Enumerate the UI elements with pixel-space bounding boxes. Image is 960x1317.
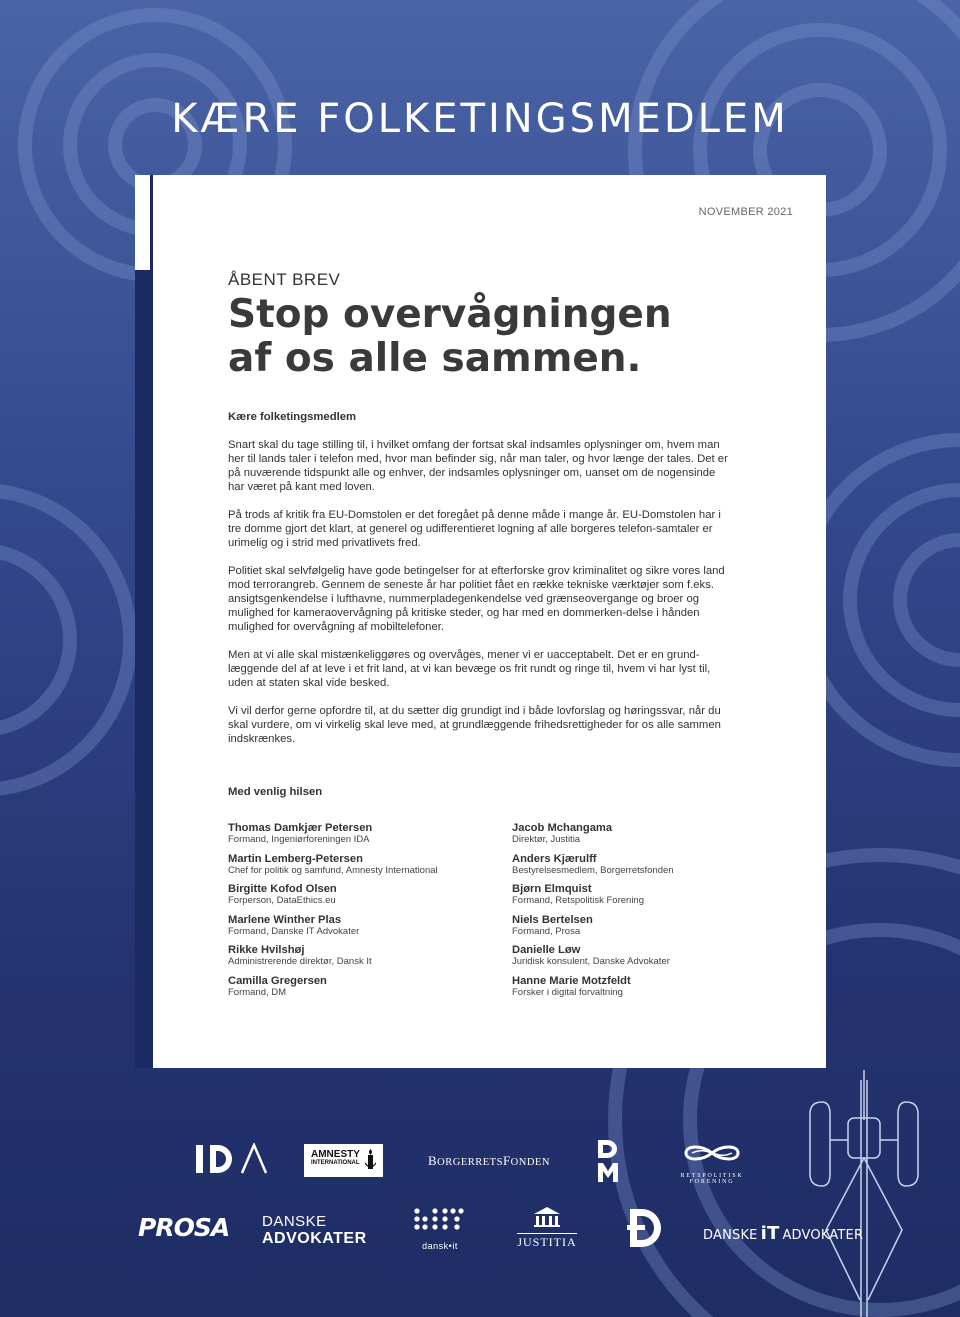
- letter-paragraph: På trods af kritik fra EU-Domstolen er det foregået på denne måde i mange år. EU-Domstolen har i tre domme gjort det klart, at generel og udifferentieret logning af alle borgeres telefon-samtaler er urimelig og i strid med privatlivets fred.: [228, 509, 721, 549]
- signatory-role: Bestyrelsesmedlem, Borgerretsfonden: [512, 864, 674, 876]
- page-headline: KÆRE FOLKETINGSMEDLEM: [171, 96, 789, 142]
- letter-title-line1: Stop overvågningen: [228, 292, 672, 337]
- signatory-role: Chef for politik og samfund, Amnesty International: [228, 864, 438, 876]
- signatory-role: Direktør, Justitia: [512, 834, 581, 845]
- signatory: [228, 853, 488, 884]
- prosa-logo: PROSA: [138, 1213, 230, 1242]
- candle-icon: [365, 1149, 376, 1173]
- justitia-logo: [514, 1206, 580, 1251]
- justitia-text: JUSTITIA: [517, 1235, 577, 1249]
- signatory-name: Marlene Winther Plas: [228, 913, 342, 926]
- letter-paragraph: Snart skal du tage stilling til, i hvilket omfang der fortsat skal indsamles oplysninger om, hvem man her til lands taler i telefon med, hvor man befinder sig, når man taler, og hvor længe der tales. Det er på nuværende tidspunkt alle og enhver, der indsamles oplysninger om, uanset om de nogensinde har været på kant med loven.: [228, 439, 728, 493]
- signatory: [228, 914, 488, 945]
- infinity-icon: [682, 1142, 742, 1164]
- signatory-name: Camilla Gregersen: [228, 974, 327, 987]
- dm-logo: [596, 1139, 620, 1188]
- amnesty-logo-line2: INTERNATIONAL: [311, 1160, 360, 1166]
- letter-paragraph: Men at vi alle skal mistænkeliggøres og overvåges, mener vi er uacceptabelt. Det er en grund-læggende del af at leve i et frit land, at vi kan bevæge os frit rundt og ringe til, hvem vi har lyst til, uden at staten skal vide besked.: [228, 649, 711, 689]
- letter-salutation: Kære folketingsmedlem: [228, 411, 357, 423]
- signatory-role: Juridisk konsulent, Danske Advokater: [512, 956, 670, 968]
- dataethics-logo-mark: [627, 1208, 661, 1248]
- signatory: [512, 914, 772, 945]
- signatory-name: Danielle Løw: [512, 944, 581, 957]
- signatory-name: Anders Kjærulff: [512, 852, 597, 865]
- signatory: [228, 975, 488, 1006]
- retspolitisk-text: RETSPOLITISK FORENING: [680, 1173, 744, 1185]
- open-letter: [153, 175, 826, 1068]
- danske-advokater-logo: [262, 1213, 367, 1247]
- signatory-role: Formand, Retspolitisk Forening: [512, 895, 644, 907]
- signatory: [512, 883, 772, 914]
- letter-title-line2: af os alle sammen.: [228, 336, 642, 381]
- ida-logo-mark: [196, 1143, 268, 1175]
- signatory-role: Forsker i digital forvaltning: [512, 986, 623, 998]
- signatory: [228, 883, 488, 914]
- dansk-it-logo-mark: [411, 1205, 469, 1235]
- signatory: [512, 853, 772, 884]
- signatory-role: Formand, Prosa: [512, 925, 581, 937]
- signatory-role: Formand, Ingeniørforeningen IDA: [228, 834, 370, 845]
- letter-paragraph: Vi vil derfor gerne opfordre til, at du sætter dig grundigt ind i både lovforslag og høringssvar, når du skal vurdere, om vi virkelig skal leve med, at grundlæggende frihedsrettigheder for os alle sammen indskrænkes.: [228, 705, 721, 745]
- letter-overline: ÅBENT BREV: [228, 270, 341, 289]
- letter-body: [228, 410, 728, 760]
- signatory-name: Niels Bertelsen: [512, 913, 593, 926]
- signatory: [228, 944, 488, 975]
- dm-logo-mark: [596, 1139, 620, 1183]
- ida-logo: [196, 1143, 268, 1180]
- letter-shadow: [135, 175, 155, 1068]
- amnesty-logo: [304, 1144, 383, 1177]
- danske-advokater-line1: DANSKE: [262, 1213, 327, 1230]
- signatories-right-column: [512, 822, 772, 1006]
- borgerretsfonden-logo: BORGERRETSFONDEN: [428, 1153, 550, 1168]
- signatory-name: Rikke Hvilshøj: [228, 944, 305, 957]
- signatory-role: Forperson, DataEthics.eu: [228, 895, 336, 907]
- letter-corner: [135, 175, 150, 270]
- signatory-name: Martin Lemberg-Petersen: [228, 852, 363, 865]
- amnesty-logo-line1: AMNESTY: [311, 1149, 360, 1160]
- signatory-name: Hanne Marie Motzfeldt: [512, 974, 631, 987]
- signatory-name: Birgitte Kofod Olsen: [228, 883, 337, 896]
- signatory-role: Formand, DM: [228, 986, 287, 998]
- signatory-role: Formand, Danske IT Advokater: [228, 925, 360, 937]
- signatory-name: Jacob Mchangama: [512, 822, 613, 834]
- danske-advokater-line2: ADVOKATER: [262, 1230, 367, 1247]
- antenna-icon: [810, 1070, 918, 1317]
- letter-closing: Med venlig hilsen: [228, 786, 323, 798]
- signatory: [228, 822, 488, 853]
- signatory-name: Bjørn Elmquist: [512, 883, 592, 896]
- letter-date: NOVEMBER 2021: [698, 206, 793, 218]
- signatories-left-column: [228, 822, 488, 1006]
- retspolitisk-forening-logo: [662, 1142, 762, 1185]
- danske-it-advokater-logo: DANSKE iT ADVOKATER: [703, 1223, 864, 1244]
- signatory: [512, 975, 772, 1006]
- signatory-name: Thomas Damkjær Petersen: [228, 822, 373, 834]
- dataethics-logo: [627, 1208, 661, 1253]
- dansk-it-text: dansk•it: [422, 1241, 458, 1251]
- signatory-role: Administrerende direktør, Dansk It: [228, 956, 372, 968]
- letter-title: [228, 293, 748, 381]
- temple-icon: [532, 1206, 562, 1228]
- dansk-it-logo: [410, 1205, 470, 1251]
- signatory: [512, 822, 772, 853]
- it-mark: iT: [760, 1223, 780, 1244]
- signatory: [512, 944, 772, 975]
- letter-paragraph: Politiet skal selvfølgelig have gode betingelser for at efterforske grov kriminalitet og sikre vores land mod terrorangreb. Gennem de seneste år har politiet fået en række tekniske værktøjer som f.eks. ansigtsgenkendelse i lufthavne, nummerpladegenkendelse ved grænseovergange og broer og mulighed for kameraovervågning på kritiske steder, og har med en dommerken-delse i hånden mulighed for overvågning af mobiltelefoner.: [228, 565, 725, 633]
